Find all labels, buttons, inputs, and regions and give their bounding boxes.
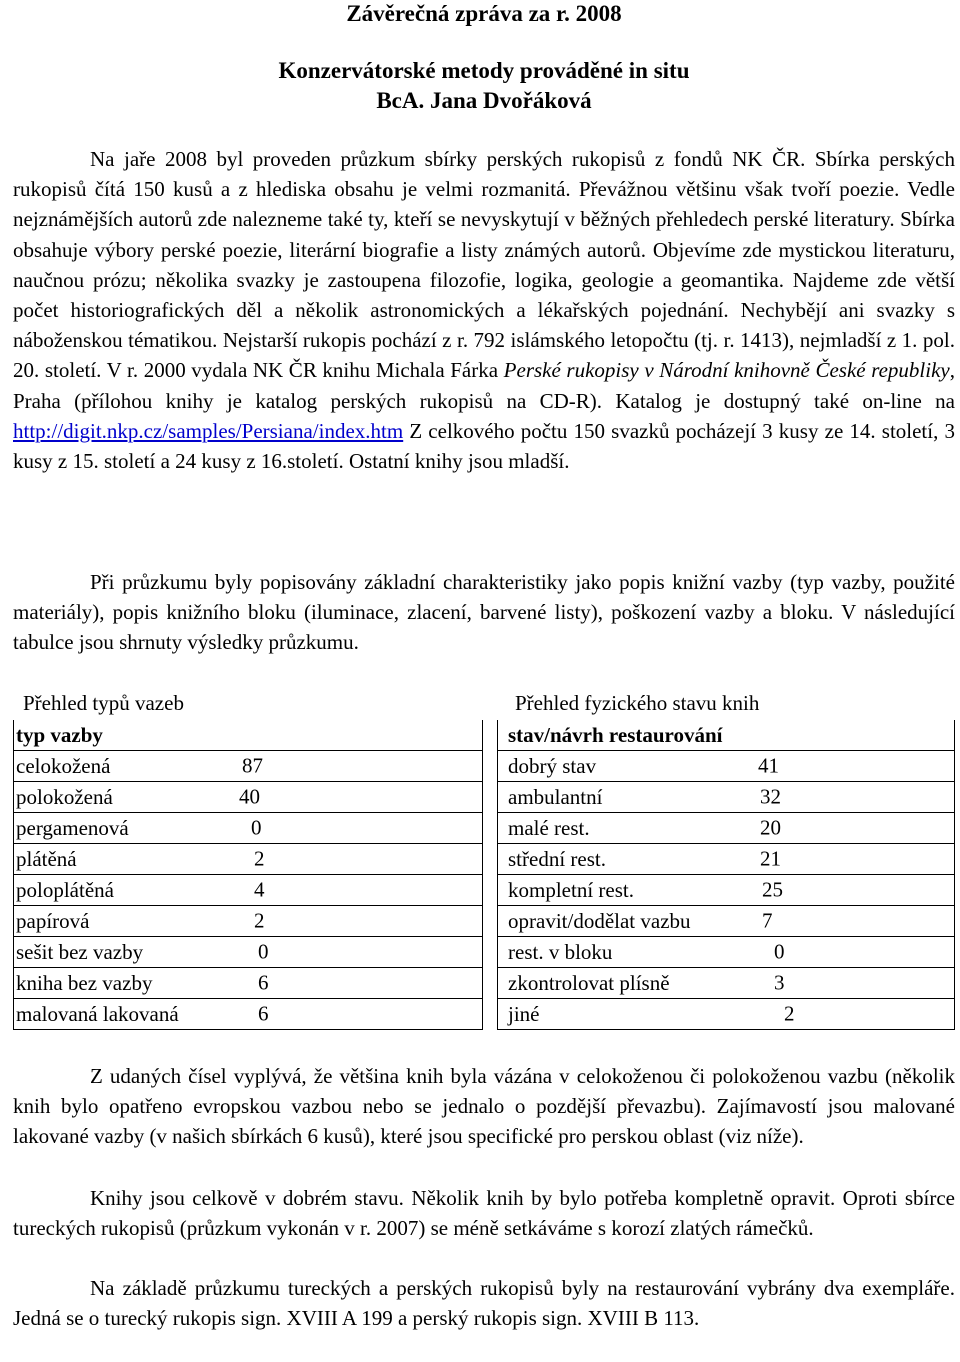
physical-state-table: [497, 720, 955, 1030]
binding-type-row-cell: [14, 937, 483, 968]
state-label: malé rest.: [508, 815, 590, 840]
binding-type-label: kniha bez vazby: [16, 970, 153, 995]
table-row: [14, 813, 483, 844]
binding-type-row-cell: [14, 813, 483, 844]
binding-type-value: 40: [239, 784, 260, 809]
table-row: [14, 875, 483, 906]
state-header: stav/návrh restaurování: [498, 720, 955, 751]
table-row: [14, 999, 483, 1030]
intro-paragraph: [13, 144, 955, 476]
binding-type-value: 87: [242, 753, 263, 778]
state-value: 3: [774, 970, 785, 995]
survey-paragraph: Při průzkumu byly popisovány základní charakteristiky jako popis knižní vazby (typ vazby, použité materiály), popis knižního bloku (iluminace, zlacení, barvené listy), poškození vazby a bloku. V následující tabulce jsou shrnuty výsledky průzkumu.: [13, 570, 955, 655]
state-label: jiné: [508, 1001, 540, 1026]
state-row-cell: [498, 937, 955, 968]
state-value: 7: [762, 908, 773, 933]
table-row: [498, 844, 955, 875]
binding-type-value: 0: [258, 939, 269, 964]
catalog-link[interactable]: http://digit.nkp.cz/samples/Persiana/index.htm: [13, 418, 404, 443]
binding-type-label: sešit bez vazby: [16, 939, 144, 964]
table-row: [498, 782, 955, 813]
state-row-cell: [498, 844, 955, 875]
binding-type-row-cell: [14, 968, 483, 999]
report-subtitle: Konzervátorské metody prováděné in situ: [278, 58, 690, 83]
binding-type-label: polokožená: [16, 784, 113, 809]
binding-type-row-cell: [14, 782, 483, 813]
state-value: 41: [758, 753, 779, 778]
binding-type-row-cell: [14, 751, 483, 782]
state-row-cell: [498, 875, 955, 906]
state-value: 32: [760, 784, 781, 809]
binding-type-header: typ vazby: [14, 720, 483, 751]
table-header-row: [14, 720, 483, 751]
table-row: [498, 813, 955, 844]
binding-type-row-cell: [14, 999, 483, 1030]
state-row-cell: [498, 782, 955, 813]
binding-type-value: 4: [254, 877, 265, 902]
binding-type-value: 0: [251, 815, 262, 840]
binding-type-label: malovaná lakovaná: [16, 1001, 179, 1026]
state-value: 25: [762, 877, 783, 902]
state-label: kompletní rest.: [508, 877, 634, 902]
state-label: ambulantní: [508, 784, 603, 809]
table-row: [498, 968, 955, 999]
state-row-cell: [498, 751, 955, 782]
state-label: dobrý stav: [508, 753, 597, 778]
binding-type-value: 2: [254, 846, 265, 871]
state-label: střední rest.: [508, 846, 606, 871]
intro-text-part3: Z celkového počtu 150 svazků pocházejí 3 kusy ze 14. století, 3 kusy z 15. století a 24 kusy z 16.století. Ostatní knihy jsou mladší.: [13, 418, 955, 474]
binding-type-label: celokožená: [16, 753, 111, 778]
table-row: [14, 844, 483, 875]
state-row-cell: [498, 999, 955, 1030]
state-row-cell: [498, 813, 955, 844]
binding-type-value: 6: [258, 1001, 269, 1026]
binding-type-row-cell: [14, 844, 483, 875]
binding-types-caption: Přehled typů vazeb: [23, 691, 184, 715]
state-value: 21: [760, 846, 781, 871]
binding-type-label: poloplátěná: [16, 877, 114, 902]
table-row: [14, 782, 483, 813]
table-row: [498, 999, 955, 1030]
table-row: [498, 906, 955, 937]
table-row: [498, 937, 955, 968]
table-row: [14, 937, 483, 968]
table-row: [14, 751, 483, 782]
binding-type-row-cell: [14, 875, 483, 906]
physical-state-caption: Přehled fyzického stavu knih: [515, 691, 760, 715]
table-row: [498, 875, 955, 906]
binding-type-row-cell: [14, 906, 483, 937]
table-row: [14, 906, 483, 937]
binding-type-label: papírová: [16, 908, 90, 933]
binding-type-value: 6: [258, 970, 269, 995]
binding-type-value: 2: [254, 908, 265, 933]
table-row: [14, 968, 483, 999]
book-title: Perské rukopisy v Národní knihovně České republiky: [503, 358, 950, 383]
intro-text-part2: , Praha (přílohou knihy je katalog perských rukopisů na CD-R). Katalog je dostupný také on-line na: [13, 358, 955, 413]
report-author: BcA. Jana Dvořáková: [376, 88, 592, 113]
conclusion-paragraph-1: Z udaných čísel vyplývá, že většina knih byla vázána v celokoženou či polokoženou vazbu (několik knih bylo opatřeno evropskou vazbou nebo se jednalo o pozdější převazbu). Zajímavostí jsou malované lakované vazby (v našich sbírkách 6 kusů), které jsou specifické pro perskou oblast (viz níže).: [13, 1064, 955, 1149]
table-header-row: [498, 720, 955, 751]
conclusion-paragraph-3: Na základě průzkumu tureckých a perských rukopisů byly na restaurování vybrány dva exempláře. Jedná se o turecký rukopis sign. XVIII A 199 a perský rukopis sign. XVIII B 113.: [13, 1276, 955, 1331]
state-label: zkontrolovat plísně: [508, 970, 670, 995]
state-value: 0: [774, 939, 785, 964]
state-value: 2: [784, 1001, 795, 1026]
state-label: rest. v bloku: [508, 939, 613, 964]
state-label: opravit/dodělat vazbu: [508, 908, 691, 933]
binding-type-label: pergamenová: [16, 815, 129, 840]
report-title: Závěrečná zpráva za r. 2008: [346, 1, 622, 26]
state-row-cell: [498, 906, 955, 937]
state-row-cell: [498, 968, 955, 999]
conclusion-paragraph-2: Knihy jsou celkově v dobrém stavu. Několik knih by bylo potřeba kompletně opravit. Oproti sbírce tureckých rukopisů (průzkum vykonán v r. 2007) se méně setkáváme s korozí zlatých rámečků.: [13, 1186, 955, 1241]
state-value: 20: [760, 815, 781, 840]
binding-types-table: [13, 720, 483, 1030]
intro-text-part1: Na jaře 2008 byl proveden průzkum sbírky perských rukopisů z fondů NK ČR. Sbírka perských rukopisů čítá 150 kusů a z hlediska obsahu je velmi rozmanitá. Převážnou většinu však tvoří poezie. Vedle nejznámějších autorů zde nalezneme také ty, kteří se nevyskytují v běžných přehledech perské literatury. Sbírka obsahuje výbory perské poezie, literární biografie a listy známých autorů. Objevíme zde mystickou literaturu, naučnou prózu; několika svazky je zastoupena filozofie, logika, geologie a geomantika. Najdeme zde větší počet historiografických děl a několik astronomických a lékařských pojednání. Nechybějí ani svazky s náboženskou tématikou. Nejstarší rukopis pochází z r. 792 islámského letopočtu (tj. r. 1413), nejmladší z 1. pol. 20. století. V r. 2000 vydala NK ČR knihu Michala Fárka: [13, 147, 955, 383]
binding-type-label: plátěná: [16, 846, 77, 871]
table-row: [498, 751, 955, 782]
